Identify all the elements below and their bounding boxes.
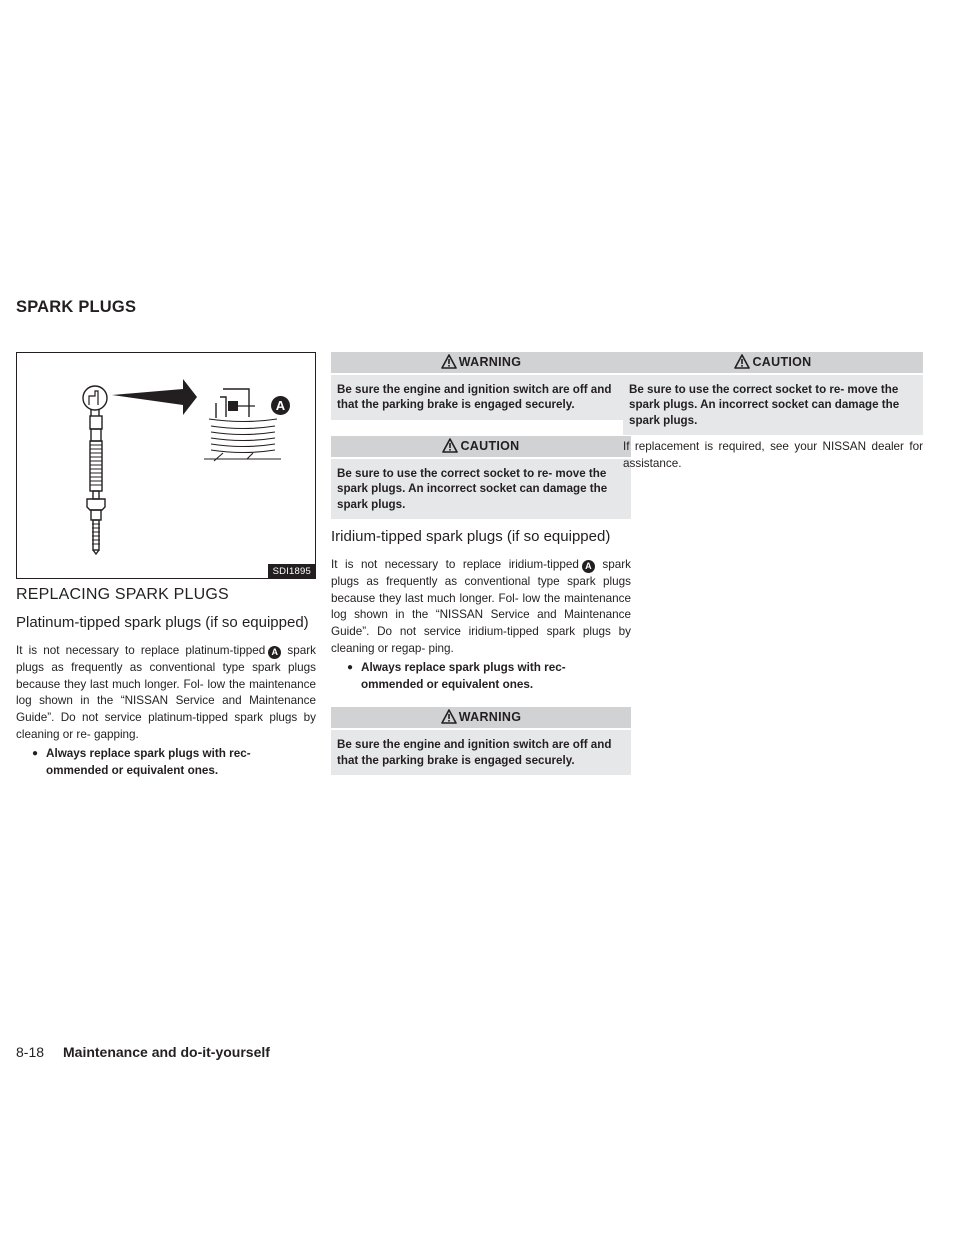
warning-box-2 <box>331 707 631 775</box>
spark-plug-figure <box>16 352 316 579</box>
iridium-bullet <box>331 660 631 694</box>
caution-icon <box>734 354 750 376</box>
iridium-paragraph <box>331 557 631 658</box>
platinum-paragraph <box>16 643 316 744</box>
page-number: 8-18 <box>16 1044 45 1060</box>
caution-title: CAUTION <box>460 438 520 453</box>
figure-code: SDI1895 <box>268 564 315 578</box>
caution-title: CAUTION <box>752 355 812 369</box>
column-1 <box>16 585 316 779</box>
iridium-subheading: Iridium-tipped spark plugs (if so equipped) <box>331 528 611 546</box>
platinum-text-1: It is not necessary to replace platinum-tipped <box>16 644 266 657</box>
warning-box-1 <box>331 352 631 420</box>
replacement-paragraph: If replacement is required, see your NISSAN dealer for assistance. <box>623 440 923 471</box>
caution-body: Be sure to use the correct socket to re- move the spark plugs. An incorrect socket can damage the spark plugs. <box>331 459 631 519</box>
warning-header <box>331 352 631 373</box>
replacing-heading: REPLACING SPARK PLUGS <box>16 586 229 603</box>
platinum-bullet-text: Always replace spark plugs with rec- ommended or equivalent ones. <box>46 746 251 777</box>
column-3 <box>623 352 923 475</box>
caution-box-1 <box>331 436 631 519</box>
chapter-title: Maintenance and do-it-yourself <box>63 1044 270 1060</box>
caution-body: Be sure to use the correct socket to re- move the spark plugs. An incorrect socket can damage the spark plugs. <box>623 375 923 435</box>
callout-a-icon: A <box>582 560 595 573</box>
spark-plug-illustration <box>17 353 315 578</box>
iridium-text-1: It is not necessary to replace iridium-tipped <box>331 558 579 572</box>
bullet-dot-icon: ● <box>346 661 353 673</box>
warning-icon <box>441 354 457 376</box>
platinum-text-2: spark plugs as frequently as conventional type spark plugs because they last much longer. Fol- low the maintenance log shown in the “NISSAN Service and Maintenance Guide”. Do not service platinum-tipped spark plugs by cleaning or re- gapping. <box>16 644 316 741</box>
caution-header <box>331 436 631 457</box>
warning-body: Be sure the engine and ignition switch are off and that the parking brake is engaged securely. <box>331 730 631 775</box>
warning-title: WARNING <box>458 355 522 369</box>
caution-box-2 <box>623 352 923 435</box>
caution-header <box>623 352 923 373</box>
warning-header <box>331 707 631 728</box>
warning-title: WARNING <box>458 710 522 725</box>
platinum-bullet <box>16 746 316 780</box>
section-title: SPARK PLUGS <box>16 298 137 316</box>
caution-icon <box>442 438 458 460</box>
iridium-bullet-text: Always replace spark plugs with rec- ommended or equivalent ones. <box>361 660 566 691</box>
warning-icon <box>441 709 457 731</box>
iridium-text-2: spark plugs as frequently as conventional type spark plugs because they last much longer. Fol- low the maintenance log shown in the “NISSAN Service and Maintenance Guide”. Do not service iridium-tipped spark plugs by cleaning or regap- ping. <box>331 558 631 656</box>
callout-a-icon: A <box>268 646 281 659</box>
callout-a-badge: A <box>271 396 290 415</box>
bullet-dot-icon: ● <box>31 747 38 759</box>
warning-body: Be sure the engine and ignition switch are off and that the parking brake is engaged securely. <box>331 375 631 420</box>
platinum-subheading: Platinum-tipped spark plugs (if so equipped) <box>16 614 309 631</box>
column-2 <box>331 352 631 775</box>
